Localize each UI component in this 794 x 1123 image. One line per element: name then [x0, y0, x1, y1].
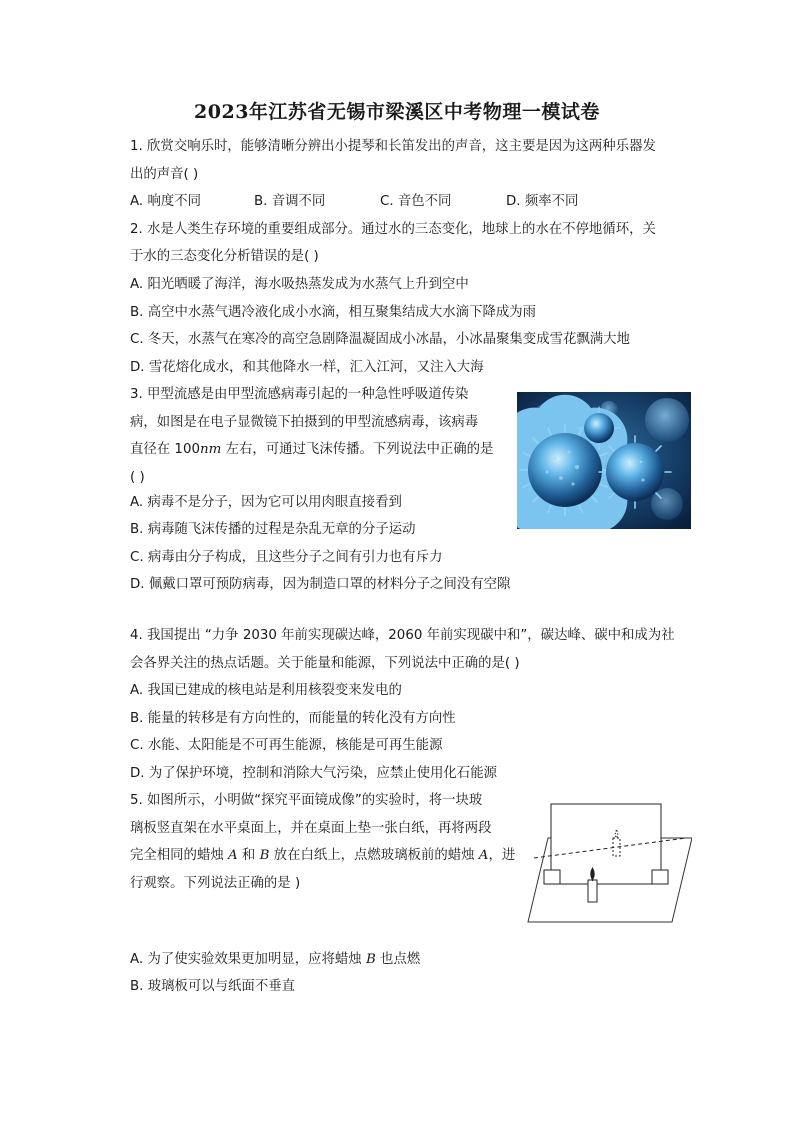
q4-option-c: C. 水能、太阳能是不可再生能源，核能是可再生能源	[130, 738, 443, 753]
q4-stem-line2: 会各界关注的热点话题。关于能量和能源，下列说法中正确的是( )	[130, 656, 520, 671]
q1-options	[130, 193, 578, 211]
q5-stem-line3	[130, 847, 515, 865]
q4-option-d: D. 为了保护环境，控制和消除大气污染，应禁止使用化石能源	[130, 766, 497, 781]
q4-stem-line1: 4. 我国提出 “力争 2030 年前实现碳达峰，2060 年前实现碳中和”，碳达峰、碳中和成为社	[130, 628, 675, 643]
q5-option-a	[130, 951, 420, 969]
q5-line3-post2: ，进	[488, 848, 516, 863]
q3-option-b: B. 病毒随飞沫传播的过程是杂乱无章的分子运动	[130, 522, 416, 537]
q2-option-b: B. 高空中水蒸气遇冷液化成小水滴，相互聚集结成大水滴下降成为雨	[130, 305, 537, 320]
q3-stem-line2: 病，如图是在电子显微镜下拍摄到的甲型流感病毒，该病毒	[130, 415, 479, 430]
q5-var-a: A	[228, 848, 238, 863]
q5-stem-line4: 行观察。下列说法正确的是 )	[130, 876, 301, 891]
q2-option-d: D. 雪花熔化成水，和其他降水一样，汇入江河，又注入大海	[130, 360, 484, 375]
q3-unit-nm: nm	[200, 442, 222, 457]
plane-mirror-diagram	[526, 800, 692, 925]
q3-line3-post: 左右，可通过飞沫传播。下列说法中正确的是	[221, 442, 494, 457]
q5-stem-line1: 5. 如图所示，小明做“探究平面镜成像”的实验时，将一块玻	[130, 793, 483, 808]
q1-option-a: A. 响度不同	[130, 194, 201, 209]
q1-stem-line1: 1. 欣赏交响乐时，能够清晰分辨出小提琴和长笛发出的声音，这主要是因为这两种乐器发	[130, 139, 656, 154]
q5-line3-pre: 完全相同的蜡烛	[130, 848, 228, 863]
q3-stem-line3	[130, 441, 493, 459]
q5-line3-mid: 和	[237, 848, 260, 863]
q5-option-b: B. 玻璃板可以与纸面不垂直	[130, 979, 295, 994]
q5-option-a-post: 也点燃	[375, 952, 421, 967]
q2-option-c: C. 冬天，水蒸气在寒冷的高空急剧降温凝固成小冰晶，小冰晶聚集变成雪花飘满大地	[130, 332, 630, 347]
page-title: 2023年江苏省无锡市梁溪区中考物理一模试卷	[194, 101, 600, 123]
q5-line3-post1: 放在白纸上，点燃玻璃板前的蜡烛	[269, 848, 479, 863]
q3-line3-pre: 直径在 100	[130, 442, 200, 457]
q3-stem-line1: 3. 甲型流感是由甲型流感病毒引起的一种急性呼吸道传染	[130, 387, 469, 402]
q3-option-a: A. 病毒不是分子，因为它可以用肉眼直接看到	[130, 495, 402, 510]
q3-option-d: D. 佩戴口罩可预防病毒，因为制造口罩的材料分子之间没有空隙	[130, 577, 511, 592]
q5-var-a2: A	[478, 848, 489, 863]
q4-option-b: B. 能量的转移是有方向性的，而能量的转化没有方向性	[130, 711, 456, 726]
q1-option-d: D. 频率不同	[506, 194, 579, 209]
q1-stem-line2: 出的声音( )	[130, 167, 199, 182]
q2-stem-line2: 于水的三态变化分析错误的是( )	[130, 249, 319, 264]
q5-stem-line2: 璃板竖直架在水平桌面上，并在桌面上垫一张白纸，再将两段	[130, 821, 492, 836]
q1-option-b: B. 音调不同	[254, 194, 326, 209]
q5-option-a-pre: A. 为了使实验效果更加明显，应将蜡烛	[130, 952, 366, 967]
q1-option-c: C. 音色不同	[380, 194, 452, 209]
virus-micrograph-image	[517, 392, 691, 529]
q3-stem-line4: ( )	[130, 470, 145, 485]
q4-option-a: A. 我国已建成的核电站是利用核裂变来发电的	[130, 683, 402, 698]
q5-var-b: B	[259, 848, 270, 863]
q2-option-a: A. 阳光晒暖了海洋，海水吸热蒸发成为水蒸气上升到空中	[130, 277, 469, 292]
q2-stem-line1: 2. 水是人类生存环境的重要组成部分。通过水的三态变化，地球上的水在不停地循环，关	[130, 222, 656, 237]
q3-option-c: C. 病毒由分子构成，且这些分子之间有引力也有斥力	[130, 550, 443, 565]
q5-option-a-var: B	[365, 952, 376, 967]
